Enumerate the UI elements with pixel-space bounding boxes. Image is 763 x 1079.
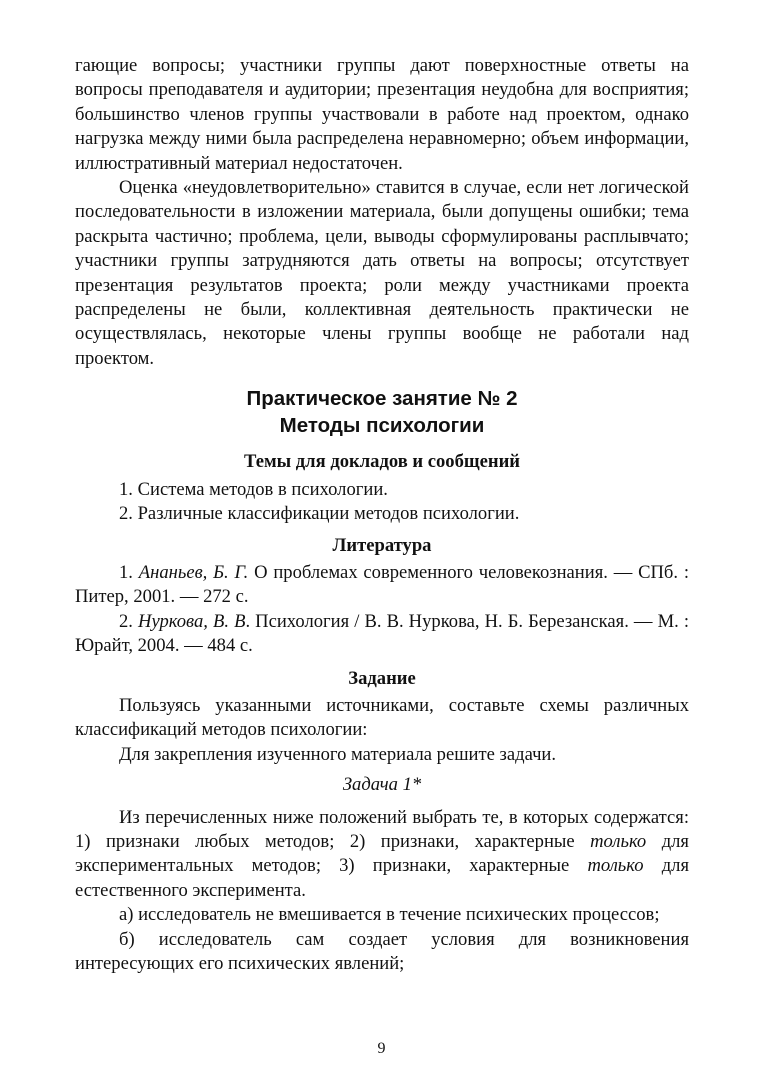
paragraph-continuation: гающие вопросы; участники группы дают поверхностные ответы на вопросы преподавателя и аудитории; презентация неудобна для восприятия; большинство членов группы участвовали в работе над проектом, однако нагрузка между ними была распределена неравномерно; объем информации, иллюстративный материал недостаточен. — [75, 55, 689, 174]
topics-heading: Темы для докладов и сообщений — [244, 451, 520, 473]
lit-author: Нуркова, В. В — [138, 610, 246, 632]
problem-intro-a: Из перечисленных ниже положений выбрать те, в которых содержатся: 1) признаки любых методов; 2) признаки, характерные — [75, 806, 689, 852]
topic-item-2: 2. Различные классификации методов психологии. — [119, 503, 520, 525]
literature-heading: Литература — [332, 534, 432, 556]
problem-intro-c: для естественного эксперимента. — [75, 855, 689, 901]
task-paragraph-2: Для закрепления изученного материала решите задачи. — [119, 743, 557, 765]
lit-rest: . Психология / В. В. Нуркова, Н. Б. Березанская. — М. : Юрайт, 2004. — 484 с. — [75, 610, 689, 657]
section-title-line1: Практическое занятие № 2 — [246, 387, 518, 411]
problem-heading: Задача 1* — [342, 774, 422, 796]
literature-item-1 — [75, 561, 689, 610]
problem-item-b: б) исследователь сам создает условия для возникновения интересующих его психических явлений; — [75, 928, 689, 974]
section-title-line2: Методы психологии — [279, 414, 485, 438]
lit-num: 2. — [119, 610, 133, 632]
task-heading: Задание — [348, 667, 416, 689]
emphasis-only-1: только — [590, 830, 647, 852]
task-paragraph-1: Пользуясь указанными источниками, составьте схемы различных классификаций методов психологии: — [75, 694, 689, 741]
lit-num: 1. — [119, 561, 133, 583]
lit-rest: О проблемах современного человекознания. — СПб. : Питер, 2001. — 272 с. — [75, 561, 689, 608]
problem-item-a: а) исследователь не вмешивается в течение психических процессов; — [119, 904, 660, 926]
literature-item-2 — [75, 610, 689, 659]
paragraph-unsatisfactory: Оценка «неудовлетворительно» ставится в случае, если нет логической последовательности в изложении материала, были допущены ошибки; тема раскрыта частично; проблема, цели, выводы сформулированы расплывчато; участники группы затрудняются дать ответы на вопросы; отсутствует презентация результатов проекта; роли между участниками проекта распределены не были, коллективная деятельность практически не осуществлялась, некоторые члены группы вообще не работали над проектом. — [75, 177, 689, 369]
emphasis-only-2: только — [587, 855, 644, 877]
lit-author: Ананьев, Б. Г. — [138, 561, 249, 583]
page-number: 9 — [377, 1040, 386, 1057]
problem-intro-b: для экспериментальных методов; 3) признаки, характерные — [75, 830, 689, 877]
problem-intro — [75, 806, 689, 904]
topic-item-1: 1. Система методов в психологии. — [119, 478, 388, 500]
page-content — [75, 54, 689, 976]
